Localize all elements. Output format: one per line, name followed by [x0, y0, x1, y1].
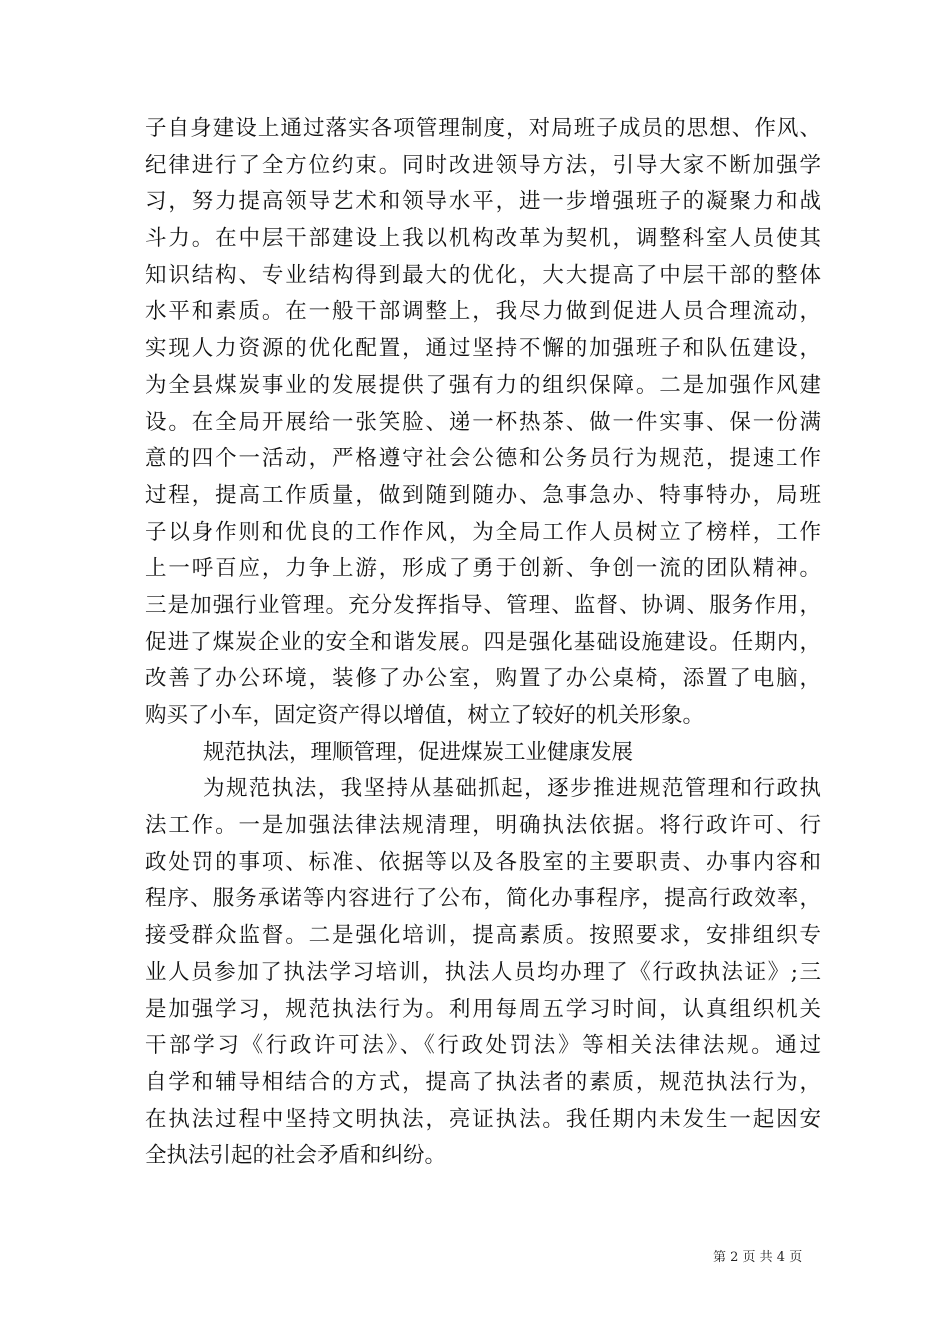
text-line: 过程，提高工作质量，做到随到随办、急事急办、特事特办，局班 — [145, 482, 821, 508]
text-line: 习，努力提高领导艺术和领导水平，进一步增强班子的凝聚力和战 — [145, 189, 821, 215]
text-line: 纪律进行了全方位约束。同时改进领导方法，引导大家不断加强学 — [145, 152, 821, 178]
text-line: 子自身建设上通过落实各项管理制度，对局班子成员的思想、作风、 — [145, 116, 821, 141]
text-line: 促进了煤炭企业的安全和谐发展。四是强化基础设施建设。任期内， — [145, 629, 821, 655]
text-line: 意的四个一活动，严格遵守社会公德和公务员行为规范，提速工作 — [145, 446, 821, 472]
text-line: 法工作。一是加强法律法规清理，明确执法依据。将行政许可、行 — [145, 813, 821, 839]
page-number: 第 2 页 共 4 页 — [713, 1250, 803, 1265]
text-line: 斗力。在中层干部建设上我以机构改革为契机，调整科室人员使其 — [145, 226, 821, 252]
text-line: 改善了办公环境，装修了办公室，购置了办公桌椅，添置了电脑， — [145, 666, 821, 692]
text-line: 全执法引起的社会矛盾和纠纷。 — [145, 1143, 447, 1169]
text-line: 业人员参加了执法学习培训，执法人员均办理了《行政执法证》;三 — [145, 959, 821, 985]
text-line: 在执法过程中坚持文明执法，亮证执法。我任期内未发生一起因安 — [145, 1106, 821, 1132]
text-line: 子以身作则和优良的工作作风，为全局工作人员树立了榜样，工作 — [145, 519, 821, 545]
text-line: 接受群众监督。二是强化培训，提高素质。按照要求，安排组织专 — [145, 923, 821, 949]
text-line: 购买了小车，固定资产得以增值，树立了较好的机关形象。 — [145, 703, 705, 728]
text-line: 是加强学习，规范执法行为。利用每周五学习时间，认真组织机关 — [145, 996, 821, 1022]
text-line: 干部学习《行政许可法》、《行政处罚法》等相关法律法规。通过 — [145, 1033, 821, 1059]
text-line: 上一呼百应，力争上游，形成了勇于创新、争创一流的团队精神。 — [145, 556, 821, 582]
document-body — [145, 111, 821, 1175]
text-line: 政处罚的事项、标准、依据等以及各股室的主要职责、办事内容和 — [145, 849, 821, 875]
text-line: 为全县煤炭事业的发展提供了强有力的组织保障。二是加强作风建 — [145, 372, 821, 398]
text-line: 设。在全局开展给一张笑脸、递一杯热茶、做一件实事、保一份满 — [145, 409, 821, 435]
text-line: 知识结构、专业结构得到最大的优化，大大提高了中层干部的整体 — [145, 262, 821, 288]
text-line: 程序、服务承诺等内容进行了公布，简化办事程序，提高行政效率， — [145, 886, 821, 912]
text-line: 实现人力资源的优化配置，通过坚持不懈的加强班子和队伍建设， — [145, 336, 821, 362]
text-line: 三是加强行业管理。充分发挥指导、管理、监督、协调、服务作用， — [145, 592, 821, 618]
text-line: 自学和辅导相结合的方式，提高了执法者的素质，规范执法行为， — [145, 1069, 821, 1095]
section-heading: 规范执法，理顺管理，促进煤炭工业健康发展 — [203, 739, 634, 765]
text-line: 为规范执法，我坚持从基础抓起，逐步推进规范管理和行政执 — [203, 776, 821, 802]
text-line: 水平和素质。在一般干部调整上，我尽力做到促进人员合理流动， — [145, 299, 821, 325]
